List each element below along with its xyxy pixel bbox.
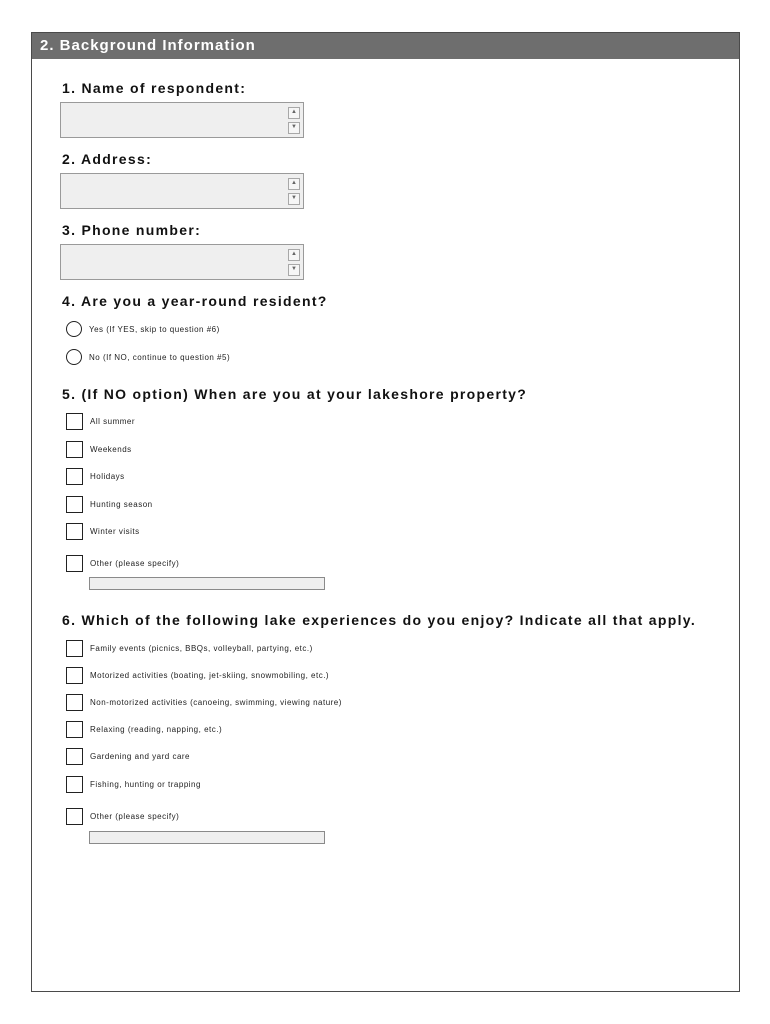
checkbox-label: Relaxing (reading, napping, etc.) [90, 725, 223, 734]
checkbox-option[interactable] [66, 523, 140, 540]
checkbox-label: Family events (picnics, BBQs, volleyball, partying, etc.) [90, 644, 313, 653]
checkbox-option[interactable] [66, 413, 135, 430]
checkbox-option[interactable] [66, 694, 342, 711]
section-header: 2. Background Information [32, 33, 739, 59]
radio-label: No (If NO, continue to question #5) [89, 352, 231, 362]
radio-option-no[interactable] [66, 349, 230, 365]
phone-number-field[interactable] [60, 244, 304, 280]
question-6-label: 6. Which of the following lake experiences do you enjoy? Indicate all that apply. [62, 612, 697, 628]
checkbox-option-other[interactable] [66, 808, 179, 825]
checkbox-label: Winter visits [90, 527, 140, 536]
checkbox-label: Other (please specify) [90, 559, 180, 568]
scroll-up-icon[interactable]: ▲ [288, 249, 300, 261]
checkbox-option[interactable] [66, 468, 125, 485]
checkbox-label: Weekends [90, 445, 132, 454]
scroll-up-icon[interactable]: ▲ [288, 178, 300, 190]
checkbox-label: Motorized activities (boating, jet-skiing, snowmobiling, etc.) [90, 671, 330, 680]
checkbox-label: Hunting season [90, 500, 153, 509]
checkbox[interactable] [66, 667, 83, 684]
checkbox[interactable] [66, 721, 83, 738]
checkbox-label: Gardening and yard care [90, 752, 190, 761]
checkbox[interactable] [66, 694, 83, 711]
checkbox[interactable] [66, 640, 83, 657]
checkbox-option-other[interactable] [66, 555, 179, 572]
checkbox[interactable] [66, 748, 83, 765]
checkbox-label: All summer [90, 417, 136, 426]
checkbox[interactable] [66, 808, 83, 825]
radio-button[interactable] [66, 321, 82, 337]
checkbox[interactable] [66, 523, 83, 540]
checkbox-label: Other (please specify) [90, 812, 180, 821]
checkbox-option[interactable] [66, 667, 329, 684]
checkbox-option[interactable] [66, 441, 132, 458]
checkbox[interactable] [66, 776, 83, 793]
radio-button[interactable] [66, 349, 82, 365]
question-4-label: 4. Are you a year-round resident? [62, 293, 328, 309]
checkbox-option[interactable] [66, 748, 190, 765]
question-2-label: 2. Address: [62, 151, 153, 167]
checkbox[interactable] [66, 468, 83, 485]
other-specify-field[interactable] [89, 831, 325, 844]
checkbox[interactable] [66, 441, 83, 458]
checkbox-option[interactable] [66, 721, 222, 738]
checkbox[interactable] [66, 496, 83, 513]
other-specify-field[interactable] [89, 577, 325, 590]
scroll-up-icon[interactable]: ▲ [288, 107, 300, 119]
respondent-name-field[interactable] [60, 102, 304, 138]
checkbox-label: Fishing, hunting or trapping [90, 780, 201, 789]
question-1-label: 1. Name of respondent: [62, 80, 247, 96]
question-5-label: 5. (If NO option) When are you at your lakeshore property? [62, 386, 528, 402]
checkbox-option[interactable] [66, 640, 313, 657]
address-field[interactable] [60, 173, 304, 209]
radio-label: Yes (If YES, skip to question #6) [89, 324, 220, 334]
checkbox-option[interactable] [66, 496, 153, 513]
radio-option-yes[interactable] [66, 321, 220, 337]
checkbox[interactable] [66, 413, 83, 430]
checkbox[interactable] [66, 555, 83, 572]
scroll-down-icon[interactable]: ▼ [288, 122, 300, 134]
question-3-label: 3. Phone number: [62, 222, 202, 238]
checkbox-option[interactable] [66, 776, 201, 793]
scroll-down-icon[interactable]: ▼ [288, 193, 300, 205]
checkbox-label: Holidays [90, 472, 125, 481]
scroll-down-icon[interactable]: ▼ [288, 264, 300, 276]
checkbox-label: Non-motorized activities (canoeing, swimming, viewing nature) [90, 698, 342, 707]
